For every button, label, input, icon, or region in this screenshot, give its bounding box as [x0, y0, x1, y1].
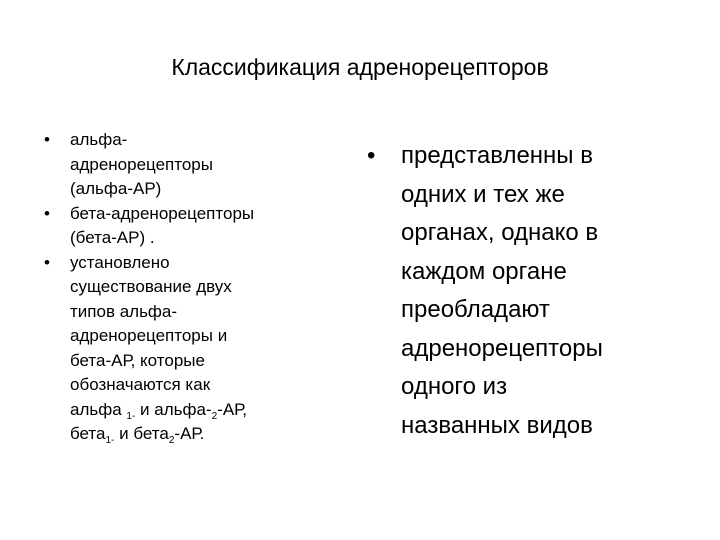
alpha-subscript-2: 2 — [211, 410, 218, 422]
beta-suffix: -АР. — [174, 424, 205, 443]
beta-mid: и бета — [114, 424, 169, 443]
beta-subscript-2: 2 — [168, 435, 175, 446]
bullet-icon: • — [367, 142, 376, 169]
alpha-mid: и альфа- — [135, 399, 212, 419]
beta-subscript-1: 1- — [105, 435, 115, 446]
list-item — [44, 128, 344, 202]
alpha-prefix: альфа — [70, 399, 127, 419]
bullet-icon: • — [44, 130, 50, 149]
alpha-subscript-1: 1- — [126, 410, 136, 422]
beta-prefix: бета — [70, 424, 106, 443]
bullet-icon: • — [44, 203, 50, 223]
list-item — [44, 202, 344, 251]
list-item-text — [70, 253, 247, 444]
list-item — [367, 137, 697, 445]
list-item-text: бета-адренорецепторы (бета-АР) . — [70, 203, 255, 247]
list-item-text: представленны в одних и тех же органах, однако в каждом органе преобладают адренорецепторы одного из названных видов — [401, 142, 603, 439]
right-bullet-list — [367, 137, 697, 445]
receptor-subtypes-intro: установлено существование двух типов альфа- адренорецепторы и бета-АР, которые обозначаются как — [70, 252, 232, 394]
slide-title: Классификация адренорецепторов — [171, 54, 549, 80]
list-item-text: альфа- адренорецепторы (альфа-АР) — [70, 130, 213, 198]
left-bullet-list — [44, 128, 344, 447]
bullet-icon: • — [44, 252, 50, 272]
list-item — [44, 251, 344, 447]
alpha-suffix: -АР, — [217, 399, 248, 419]
